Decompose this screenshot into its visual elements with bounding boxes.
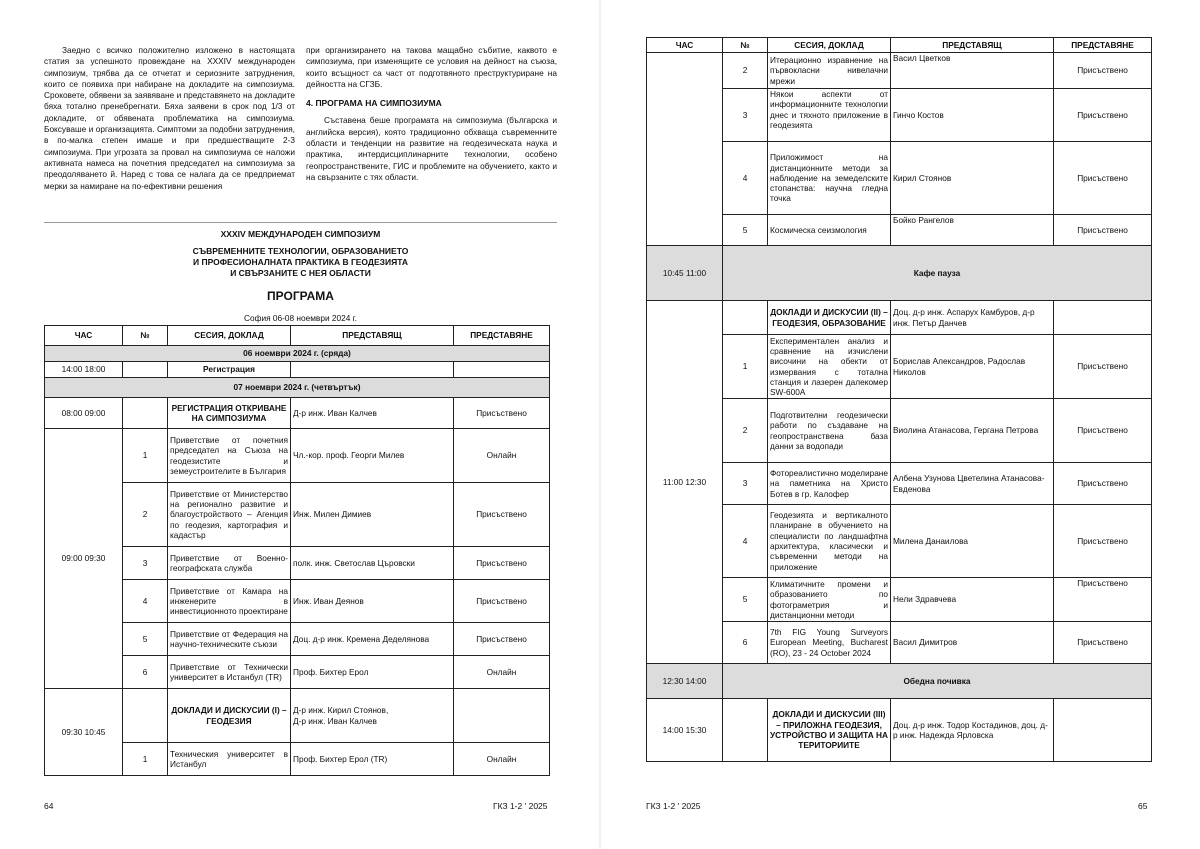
session-cell: Приветствие от Камара на инженерите в инвестиционното проектиране — [168, 580, 291, 623]
mode-cell — [1054, 301, 1152, 335]
journal-footer: ГКЗ 1-2 ' 2025 — [646, 801, 701, 811]
presenter-cell: Нели Здравчева — [891, 578, 1054, 622]
time-cell: 10:45 11:00 — [647, 246, 723, 301]
header-session: СЕСИЯ, ДОКЛАД — [768, 38, 891, 53]
mode-cell — [1054, 699, 1152, 762]
theme-line: И СВЪРЗАНИТЕ С НЕЯ ОБЛАСТИ — [230, 268, 371, 278]
presenter-cell: Васил Цветков — [891, 53, 1054, 89]
num-cell: 4 — [723, 142, 768, 215]
time-cell: 09:30 10:45 — [45, 689, 123, 776]
time-cell: 09:00 09:30 — [45, 429, 123, 689]
session-cell: Приветствие от Военно-географската служба — [168, 547, 291, 580]
presenter-cell: Бойко Рангелов — [891, 215, 1054, 246]
num-cell — [123, 689, 168, 743]
page-number: 64 — [44, 801, 54, 811]
num-cell: 2 — [723, 53, 768, 89]
session-cell: 7th FIG Young Surveyors European Meeting, Bucharest (RO), 23 - 24 October 2024 — [768, 622, 891, 664]
presenter-cell: Чл.-кор. проф. Георги Милев — [291, 429, 454, 483]
session-title-cell: ДОКЛАДИ И ДИСКУСИИ (III) – ПРИЛОЖНА ГЕОДЕЗИЯ, УСТРОЙСТВО И ЗАЩИТА НА ТЕРИТОРИИТЕ — [768, 699, 891, 762]
num-cell: 3 — [723, 463, 768, 505]
session-cell: Приветствие от Федерация на научно-техническите съюзи — [168, 623, 291, 656]
session-cell: Приветствие от Технически университет в Истанбул (TR) — [168, 656, 291, 689]
num-cell: 6 — [123, 656, 168, 689]
presenter-cell: Кирил Стоянов — [891, 142, 1054, 215]
num-cell: 2 — [723, 399, 768, 463]
num-cell: 1 — [723, 335, 768, 399]
time-cell: 12:30 14:00 — [647, 664, 723, 699]
program-title: ПРОГРАМА — [267, 289, 334, 303]
presenter-cell: Проф. Бихтер Ерол — [291, 656, 454, 689]
num-cell — [723, 301, 768, 335]
chairs-cell — [291, 689, 454, 743]
mode-cell: Присъствено — [454, 398, 550, 429]
num-cell — [123, 362, 168, 378]
session-title-cell: ДОКЛАДИ И ДИСКУСИИ (I) – ГЕОДЕЗИЯ — [168, 689, 291, 743]
num-cell: 5 — [123, 623, 168, 656]
mode-cell: Онлайн — [454, 656, 550, 689]
presenter-cell: Доц. д-р инж. Кремена Деделянова — [291, 623, 454, 656]
header-time: ЧАС — [45, 326, 123, 346]
session-cell: Подготвителни геодезически работи по създаване на геопространствена база данни за водопади — [768, 399, 891, 463]
num-cell — [723, 699, 768, 762]
right-page — [600, 0, 1200, 849]
paragraph: Съставена беше програмата на симпозиума (българска и английска версия), която традиционно обхваща съвременните области и тенденции на развитие на геодезическата наука и практика, интердисциплинарните технологии, особено геопространствените, ГИС и проблемите на обучението, както и на свързаните с тях области. — [306, 115, 557, 182]
mode-cell: Присъствено — [454, 547, 550, 580]
section-heading: 4. ПРОГРАМА НА СИМПОЗИУМА — [306, 98, 442, 109]
presenter-cell: Гинчо Костов — [891, 89, 1054, 142]
chair-name: Д-р инж. Иван Калчев — [293, 715, 377, 726]
session-cell: Фотореалистично моделиране на паметника на Христо Ботев в гр. Калофер — [768, 463, 891, 505]
session-cell: Техническия университет в Истанбул — [168, 743, 291, 776]
day-row: 06 ноември 2024 г. (сряда) — [45, 346, 550, 362]
session-cell: Приветствие от Министерство на регионално развитие и благоустройството – Агенция по геодезия, картография и кадастър — [168, 483, 291, 547]
header-mode: ПРЕДСТАВЯНЕ — [454, 326, 550, 346]
session-cell: РЕГИСТРАЦИЯ ОТКРИВАНЕ НА СИМПОЗИУМА — [168, 398, 291, 429]
chair-name: Д-р инж. Кирил Стоянов, — [293, 705, 389, 716]
program-table-right — [646, 37, 1152, 762]
time-cell: 11:00 12:30 — [647, 301, 723, 664]
mode-cell: Присъствено — [1054, 142, 1152, 215]
day-row: 07 ноември 2024 г. (четвъртък) — [45, 378, 550, 398]
mode-cell: Онлайн — [454, 743, 550, 776]
symposium-title: XXXIV МЕЖДУНАРОДЕН СИМПОЗИУМ — [220, 229, 381, 239]
presenter-cell: Албена Узунова Цветелина Атанасова-Евденова — [891, 463, 1054, 505]
break-row: Кафе пауза — [723, 246, 1152, 301]
mode-cell: Присъствено — [454, 483, 550, 547]
theme-line: И ПРОФЕСИОНАЛНАТА ПРАКТИКА В ГЕОДЕЗИЯТА — [193, 257, 408, 267]
header-session: СЕСИЯ, ДОКЛАД — [168, 326, 291, 346]
time-cell: 14:00 18:00 — [45, 362, 123, 378]
header-presenter: ПРЕДСТАВЯЩ — [291, 326, 454, 346]
paragraph: Заедно с всичко положително изложено в настоящата статия за успешното провеждане на XXXIV международен симпозиум, трябва да се отчетат и сериозните затруднения, които се появиха при набиране на докладите на симпозиума. Сроковете, обявени за заявяване и представянето на докладите бяха тотално пренебрегнати. Бяха заявени в срок под 1/3 от докладите, от обявената проблематика на симпозиума. Боксуваше и организацията. Симптоми за подобни затруднения, в по-малка степен имаше и при предшестващите 2-3 симпозиума. При угрозата за провал на симпозиума се наложи активната намеса на почетния председател на симпозиума за преодоляването й. Наред с това се налага да се предприемат мерки за намиране на по-ефективни решения — [44, 45, 295, 191]
mode-cell: Присъствено — [1054, 335, 1152, 399]
mode-cell: Присъствено — [454, 580, 550, 623]
session-cell: Космическа сеизмология — [768, 215, 891, 246]
presenter-cell: Борислав Александров, Радослав Николов — [891, 335, 1054, 399]
session-cell: Приложимост на дистанционните методи за наблюдение на земеделските стопанства: научна гледна точка — [768, 142, 891, 215]
num-cell: 3 — [723, 89, 768, 142]
session-cell: Климатичните промени и образованието по фотограметрия и дистанционни методи — [768, 578, 891, 622]
num-cell: 6 — [723, 622, 768, 664]
session-cell: Приветствие от почетния председател на Съюза на геодезистите и земеустроителите в България — [168, 429, 291, 483]
time-cell: 14:00 15:30 — [647, 699, 723, 762]
session-title-cell: ДОКЛАДИ И ДИСКУСИИ (II) – ГЕОДЕЗИЯ, ОБРАЗОВАНИЕ — [768, 301, 891, 335]
time-cell: 08:00 09:00 — [45, 398, 123, 429]
mode-cell: Присъствено — [1054, 53, 1152, 89]
chairs-cell: Доц. д-р инж. Тодор Костадинов, доц. д-р инж. Надежда Ярловска — [891, 699, 1054, 762]
presenter-cell: полк. инж. Светослав Църовски — [291, 547, 454, 580]
num-cell: 5 — [723, 215, 768, 246]
presenter-cell: Инж. Милен Димиев — [291, 483, 454, 547]
mode-cell: Присъствено — [1054, 622, 1152, 664]
mode-cell: Присъствено — [1054, 89, 1152, 142]
num-cell: 5 — [723, 578, 768, 622]
presenter-cell: Виолина Атанасова, Гергана Петрова — [891, 399, 1054, 463]
program-table-left — [44, 325, 550, 776]
header-num: № — [123, 326, 168, 346]
mode-cell: Присъствено — [1054, 505, 1152, 578]
text-column-1 — [44, 45, 295, 192]
header-mode: ПРЕДСТАВЯНЕ — [1054, 38, 1152, 53]
place-date: София 06-08 ноември 2024 г. — [244, 313, 357, 323]
page-number: 65 — [1138, 801, 1148, 811]
mode-cell: Присъствено — [1054, 215, 1152, 246]
mode-cell: Присъствено — [454, 623, 550, 656]
session-cell: Геодезията и вертикалното планиране в обучението на специалисти по ландшафтна архитектура, класически и съвременни методи на приложение — [768, 505, 891, 578]
symposium-theme — [44, 246, 557, 279]
num-cell: 2 — [123, 483, 168, 547]
num-cell: 1 — [123, 429, 168, 483]
lunch-row: Обедна почивка — [723, 664, 1152, 699]
text-column-2 — [306, 45, 557, 183]
presenter-cell — [291, 362, 454, 378]
mode-cell: Присъствено — [1054, 399, 1152, 463]
presenter-cell: Инж. Иван Деянов — [291, 580, 454, 623]
mode-cell: Присъствено — [1054, 463, 1152, 505]
divider — [44, 222, 557, 223]
chairs-cell: Доц. д-р инж. Аспарух Камбуров, д-р инж. Петър Данчев — [891, 301, 1054, 335]
theme-line: СЪВРЕМЕННИТЕ ТЕХНОЛОГИИ, ОБРАЗОВАНИЕТО — [192, 246, 409, 256]
header-presenter: ПРЕДСТАВЯЩ — [891, 38, 1054, 53]
mode-cell: Онлайн — [454, 429, 550, 483]
header-num: № — [723, 38, 768, 53]
session-cell: Някои аспекти от информационните технологии днес и тяхното приложение в геодезията — [768, 89, 891, 142]
session-cell: Експериментален анализ и сравнение на изчислени височини на обекти от измервания с тотална станция и лазерен далекомер SW-600A — [768, 335, 891, 399]
header-time: ЧАС — [647, 38, 723, 53]
session-cell: Регистрация — [168, 362, 291, 378]
num-cell — [123, 398, 168, 429]
mode-cell: Присъствено — [1054, 578, 1152, 622]
num-cell: 3 — [123, 547, 168, 580]
presenter-cell: Д-р инж. Иван Калчев — [291, 398, 454, 429]
num-cell: 4 — [723, 505, 768, 578]
journal-footer: ГКЗ 1-2 ' 2025 — [493, 801, 548, 811]
time-cell — [647, 53, 723, 246]
num-cell: 1 — [123, 743, 168, 776]
mode-cell — [454, 689, 550, 743]
presenter-cell: Милена Данаилова — [891, 505, 1054, 578]
presenter-cell: Васил Димитров — [891, 622, 1054, 664]
mode-cell — [454, 362, 550, 378]
presenter-cell: Проф. Бихтер Ерол (TR) — [291, 743, 454, 776]
session-cell: Итерационно изравнение на първокласни нивелачни мрежи — [768, 53, 891, 89]
paragraph: при организирането на такова мащабно събитие, каквото е симпозиума, при изменящите се условия на дейност на съюза, които всъщност са част от подготвяното преструктуриране на дейността на СГЗБ. — [306, 45, 557, 89]
num-cell: 4 — [123, 580, 168, 623]
